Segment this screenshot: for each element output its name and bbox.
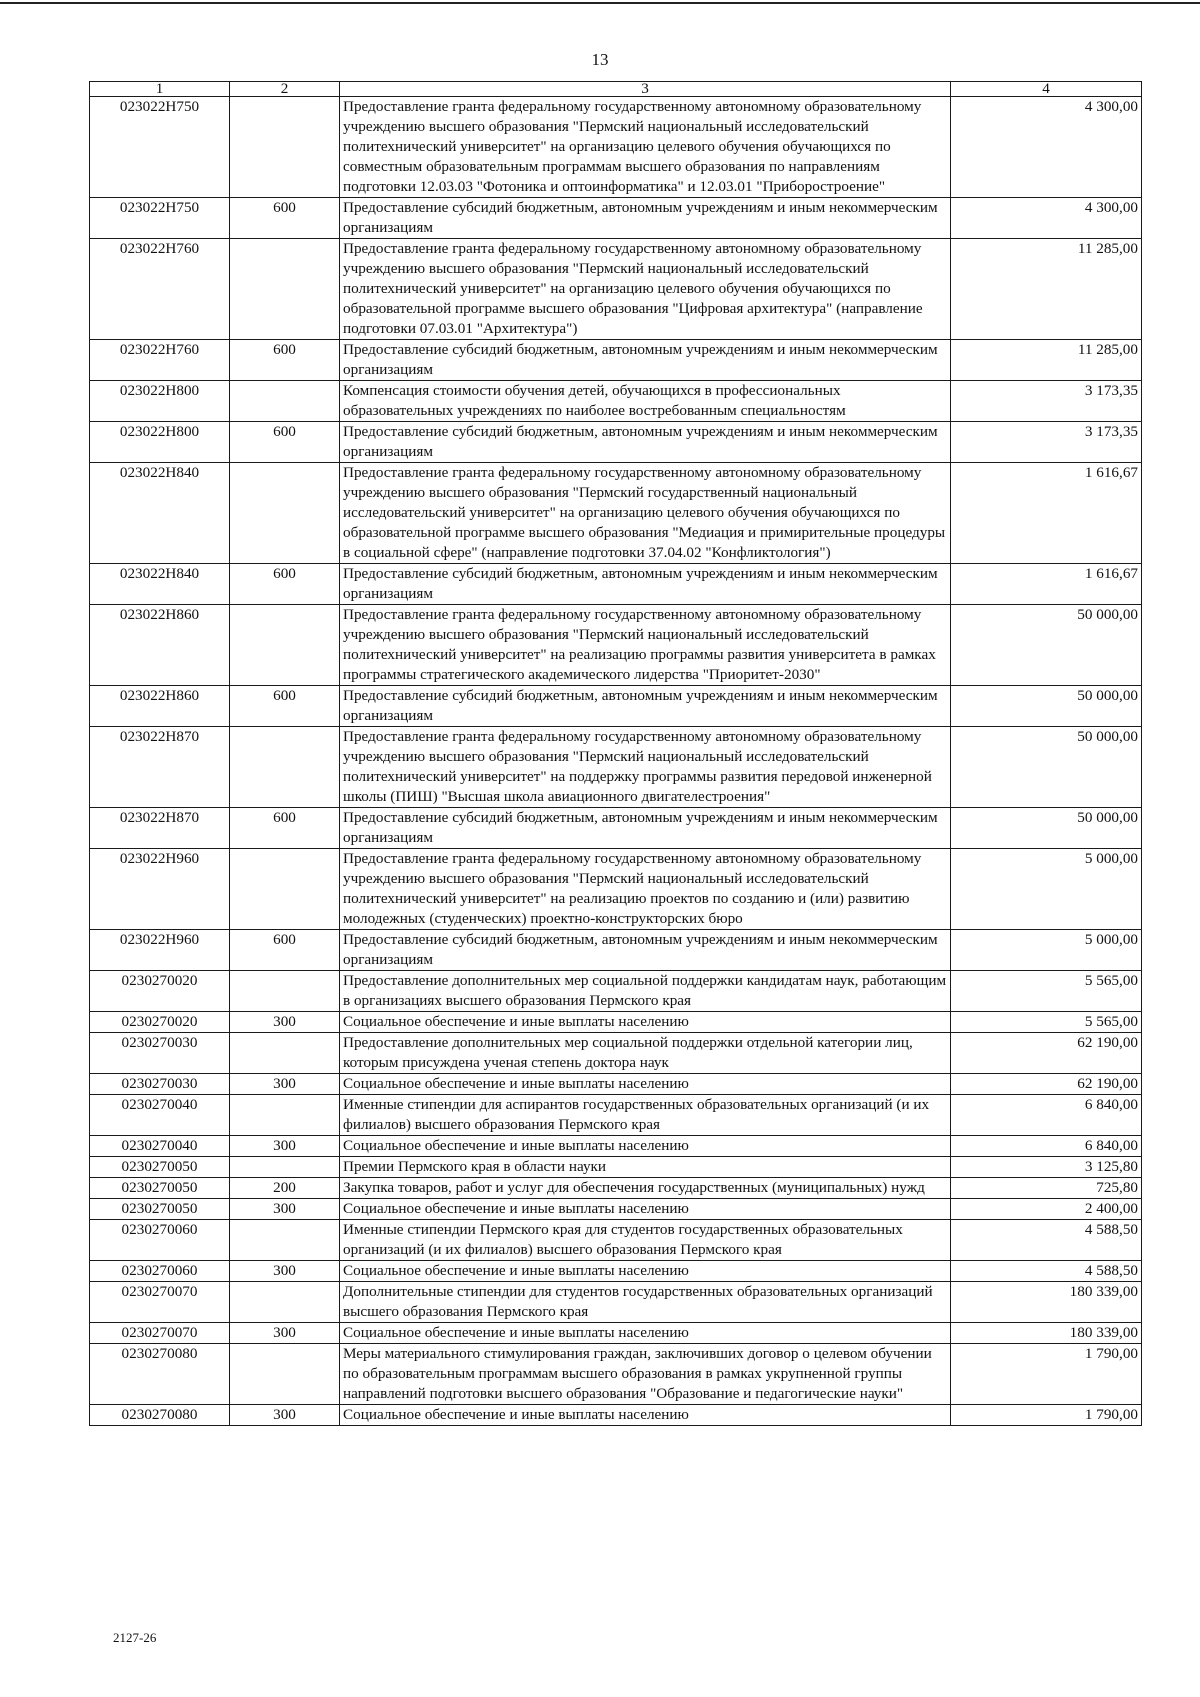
- scan-edge: [0, 2, 1200, 4]
- row-description: Именные стипендии для аспирантов государственных образовательных организаций (и их филиалов) высшего образования Пермского края: [340, 1095, 951, 1136]
- row-description: Предоставление субсидий бюджетным, автономным учреждениям и иным некоммерческим организациям: [340, 930, 951, 971]
- row-amount: 62 190,00: [951, 1033, 1142, 1074]
- row-expense-type: 200: [230, 1178, 340, 1199]
- table-row: [90, 1405, 1142, 1426]
- row-amount: 5 565,00: [951, 971, 1142, 1012]
- row-amount: 3 173,35: [951, 422, 1142, 463]
- row-expense-type: 300: [230, 1199, 340, 1220]
- row-code: 0230270040: [90, 1136, 230, 1157]
- row-amount: 6 840,00: [951, 1095, 1142, 1136]
- row-code: 023022Н960: [90, 930, 230, 971]
- row-description: Социальное обеспечение и иные выплаты населению: [340, 1074, 951, 1095]
- table-row: [90, 1074, 1142, 1095]
- column-header-3: 3: [340, 82, 951, 97]
- row-code: 023022Н860: [90, 686, 230, 727]
- row-amount: 1 790,00: [951, 1405, 1142, 1426]
- row-description: Социальное обеспечение и иные выплаты населению: [340, 1012, 951, 1033]
- row-amount: 5 565,00: [951, 1012, 1142, 1033]
- row-description: Социальное обеспечение и иные выплаты населению: [340, 1405, 951, 1426]
- table-row: [90, 1344, 1142, 1405]
- row-description: Социальное обеспечение и иные выплаты населению: [340, 1136, 951, 1157]
- row-code: 023022Н760: [90, 239, 230, 340]
- row-code: 023022Н870: [90, 808, 230, 849]
- row-expense-type: 300: [230, 1136, 340, 1157]
- row-code: 0230270050: [90, 1199, 230, 1220]
- table-row: [90, 198, 1142, 239]
- row-expense-type: [230, 1095, 340, 1136]
- row-expense-type: [230, 239, 340, 340]
- table-row: [90, 1157, 1142, 1178]
- table-header-row: [90, 82, 1142, 97]
- table-row: [90, 1095, 1142, 1136]
- table-row: [90, 930, 1142, 971]
- row-code: 0230270040: [90, 1095, 230, 1136]
- row-amount: 4 300,00: [951, 198, 1142, 239]
- row-amount: 3 125,80: [951, 1157, 1142, 1178]
- table-row: [90, 1323, 1142, 1344]
- row-description: Социальное обеспечение и иные выплаты населению: [340, 1323, 951, 1344]
- row-expense-type: 300: [230, 1012, 340, 1033]
- row-amount: 1 790,00: [951, 1344, 1142, 1405]
- table-row: [90, 727, 1142, 808]
- row-expense-type: [230, 1282, 340, 1323]
- table-row: [90, 340, 1142, 381]
- table-row: [90, 97, 1142, 198]
- row-amount: 50 000,00: [951, 727, 1142, 808]
- table-row: [90, 1261, 1142, 1282]
- row-expense-type: [230, 97, 340, 198]
- row-description: Предоставление субсидий бюджетным, автономным учреждениям и иным некоммерческим организациям: [340, 198, 951, 239]
- row-description: Социальное обеспечение и иные выплаты населению: [340, 1261, 951, 1282]
- row-expense-type: 600: [230, 686, 340, 727]
- table-row: [90, 1199, 1142, 1220]
- row-expense-type: 600: [230, 422, 340, 463]
- row-amount: 6 840,00: [951, 1136, 1142, 1157]
- row-description: Предоставление дополнительных мер социальной поддержки кандидатам наук, работающим в организациях высшего образования Пермского края: [340, 971, 951, 1012]
- row-code: 0230270050: [90, 1178, 230, 1199]
- row-amount: 50 000,00: [951, 808, 1142, 849]
- row-code: 0230270080: [90, 1344, 230, 1405]
- row-description: Именные стипендии Пермского края для студентов государственных образовательных организаций (и их филиалов) высшего образования Пермского края: [340, 1220, 951, 1261]
- row-description: Закупка товаров, работ и услуг для обеспечения государственных (муниципальных) нужд: [340, 1178, 951, 1199]
- row-amount: 180 339,00: [951, 1282, 1142, 1323]
- row-expense-type: [230, 463, 340, 564]
- row-expense-type: [230, 381, 340, 422]
- row-expense-type: 600: [230, 340, 340, 381]
- row-expense-type: 300: [230, 1323, 340, 1344]
- row-code: 0230270070: [90, 1282, 230, 1323]
- table-row: [90, 1012, 1142, 1033]
- page-number: 13: [591, 50, 609, 69]
- column-header-4: 4: [951, 82, 1142, 97]
- row-code: 023022Н870: [90, 727, 230, 808]
- table-row: [90, 1136, 1142, 1157]
- row-code: 023022Н860: [90, 605, 230, 686]
- row-expense-type: 600: [230, 808, 340, 849]
- table-row: [90, 971, 1142, 1012]
- row-description: Предоставление гранта федеральному государственному автономному образовательному учреждению высшего образования "Пермский национальный исследовательский политехнический университет" на организацию целевого обучения обучающихся по совместным образовательным программам высшего образования по направлениям подготовки 12.03.03 "Фотоника и оптоинформатика" и 12.03.01 "Приборостроение": [340, 97, 951, 198]
- table-row: [90, 463, 1142, 564]
- row-code: 0230270060: [90, 1261, 230, 1282]
- table-row: [90, 605, 1142, 686]
- row-amount: 5 000,00: [951, 930, 1142, 971]
- row-description: Предоставление гранта федеральному государственному автономному образовательному учреждению высшего образования "Пермский национальный исследовательский политехнический университет" на реализацию программы развития университета в рамках программы стратегического академического лидерства "Приоритет-2030": [340, 605, 951, 686]
- row-code: 023022Н800: [90, 422, 230, 463]
- row-code: 0230270060: [90, 1220, 230, 1261]
- table-row: [90, 1220, 1142, 1261]
- table-row: [90, 239, 1142, 340]
- row-expense-type: 600: [230, 198, 340, 239]
- table-row: [90, 1033, 1142, 1074]
- row-description: Предоставление гранта федеральному государственному автономному образовательному учреждению высшего образования "Пермский национальный исследовательский политехнический университет" на организацию целевого обучения обучающихся по образовательной программе высшего образования "Цифровая архитектура" (направление подготовки 07.03.01 "Архитектура"): [340, 239, 951, 340]
- column-header-2: 2: [230, 82, 340, 97]
- row-expense-type: 300: [230, 1261, 340, 1282]
- table-body: [90, 97, 1142, 1426]
- row-code: 0230270030: [90, 1074, 230, 1095]
- row-expense-type: [230, 1220, 340, 1261]
- row-code: 0230270020: [90, 971, 230, 1012]
- budget-table: [89, 81, 1142, 1426]
- row-expense-type: [230, 727, 340, 808]
- row-description: Предоставление дополнительных мер социальной поддержки отдельной категории лиц, которым присуждена ученая степень доктора наук: [340, 1033, 951, 1074]
- row-code: 023022Н750: [90, 97, 230, 198]
- row-amount: 1 616,67: [951, 463, 1142, 564]
- table-row: [90, 1282, 1142, 1323]
- table-row: [90, 422, 1142, 463]
- row-amount: 50 000,00: [951, 605, 1142, 686]
- row-code: 0230270030: [90, 1033, 230, 1074]
- row-expense-type: 300: [230, 1074, 340, 1095]
- table-row: [90, 686, 1142, 727]
- row-amount: 1 616,67: [951, 564, 1142, 605]
- row-amount: 180 339,00: [951, 1323, 1142, 1344]
- row-code: 023022Н840: [90, 564, 230, 605]
- row-description: Компенсация стоимости обучения детей, обучающихся в профессиональных образовательных учреждениях по наиболее востребованным специальностям: [340, 381, 951, 422]
- row-code: 0230270050: [90, 1157, 230, 1178]
- row-code: 023022Н760: [90, 340, 230, 381]
- row-description: Предоставление субсидий бюджетным, автономным учреждениям и иным некоммерческим организациям: [340, 686, 951, 727]
- row-amount: 62 190,00: [951, 1074, 1142, 1095]
- row-description: Предоставление субсидий бюджетным, автономным учреждениям и иным некоммерческим организациям: [340, 340, 951, 381]
- row-code: 023022Н750: [90, 198, 230, 239]
- row-description: Предоставление гранта федеральному государственному автономному образовательному учреждению высшего образования "Пермский национальный исследовательский политехнический университет" на реализацию проектов по созданию и (или) развитию молодежных (студенческих) проектно-конструкторских бюро: [340, 849, 951, 930]
- column-header-1: 1: [90, 82, 230, 97]
- row-description: Дополнительные стипендии для студентов государственных образовательных организаций высшего образования Пермского края: [340, 1282, 951, 1323]
- row-description: Предоставление субсидий бюджетным, автономным учреждениям и иным некоммерческим организациям: [340, 564, 951, 605]
- row-expense-type: 600: [230, 930, 340, 971]
- row-amount: 4 588,50: [951, 1220, 1142, 1261]
- row-expense-type: 300: [230, 1405, 340, 1426]
- row-expense-type: [230, 1344, 340, 1405]
- row-amount: 2 400,00: [951, 1199, 1142, 1220]
- row-amount: 11 285,00: [951, 340, 1142, 381]
- row-amount: 50 000,00: [951, 686, 1142, 727]
- row-amount: 4 300,00: [951, 97, 1142, 198]
- table-row: [90, 1178, 1142, 1199]
- row-expense-type: [230, 849, 340, 930]
- row-code: 0230270020: [90, 1012, 230, 1033]
- row-amount: 3 173,35: [951, 381, 1142, 422]
- row-description: Премии Пермского края в области науки: [340, 1157, 951, 1178]
- row-expense-type: [230, 605, 340, 686]
- row-description: Меры материального стимулирования граждан, заключивших договор о целевом обучении по образовательным программам высшего образования в рамках укрупненной группы направлений подготовки высшего образования "Образование и педагогические науки": [340, 1344, 951, 1405]
- table-row: [90, 808, 1142, 849]
- table-row: [90, 564, 1142, 605]
- row-description: Предоставление гранта федеральному государственному автономному образовательному учреждению высшего образования "Пермский государственный национальный исследовательский университет" на организацию целевого обучения обучающихся по образовательной программе высшего образования "Медиация и примирительные процедуры в социальной сфере" (направление подготовки 37.04.02 "Конфликтология"): [340, 463, 951, 564]
- row-code: 023022Н960: [90, 849, 230, 930]
- row-description: Социальное обеспечение и иные выплаты населению: [340, 1199, 951, 1220]
- row-code: 0230270070: [90, 1323, 230, 1344]
- row-code: 0230270080: [90, 1405, 230, 1426]
- row-description: Предоставление субсидий бюджетным, автономным учреждениям и иным некоммерческим организациям: [340, 808, 951, 849]
- row-expense-type: [230, 1033, 340, 1074]
- row-amount: 4 588,50: [951, 1261, 1142, 1282]
- row-expense-type: [230, 971, 340, 1012]
- row-amount: 11 285,00: [951, 239, 1142, 340]
- row-description: Предоставление субсидий бюджетным, автономным учреждениям и иным некоммерческим организациям: [340, 422, 951, 463]
- row-code: 023022Н800: [90, 381, 230, 422]
- row-amount: 725,80: [951, 1178, 1142, 1199]
- row-amount: 5 000,00: [951, 849, 1142, 930]
- row-code: 023022Н840: [90, 463, 230, 564]
- footer-code: 2127-26: [113, 1630, 157, 1645]
- row-expense-type: [230, 1157, 340, 1178]
- table-row: [90, 849, 1142, 930]
- table-row: [90, 381, 1142, 422]
- row-description: Предоставление гранта федеральному государственному автономному образовательному учреждению высшего образования "Пермский национальный исследовательский политехнический университет" на поддержку программы развития передовой инженерной школы (ПИШ) "Высшая школа авиационного двигателестроения": [340, 727, 951, 808]
- row-expense-type: 600: [230, 564, 340, 605]
